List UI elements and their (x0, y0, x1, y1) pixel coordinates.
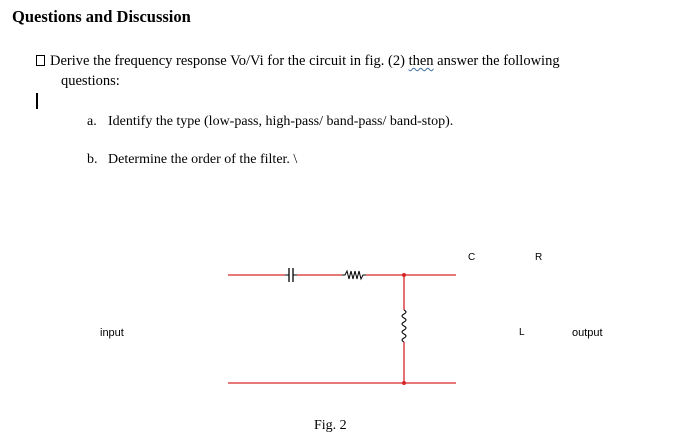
list-item-marker: b. (87, 152, 98, 167)
question-text-part: answer the following (433, 53, 560, 69)
junction-node-bottom (402, 381, 406, 385)
resistor-symbol (342, 271, 366, 279)
section-heading: Questions and Discussion (12, 7, 191, 26)
output-label: output (572, 327, 603, 339)
question-text-part: Derive the frequency response Vo/Vi for the circuit in fig. (2) (50, 53, 409, 69)
spellcheck-flagged-word: then (408, 53, 434, 69)
inductor-symbol (402, 310, 406, 342)
capacitor-symbol (285, 268, 297, 282)
resistor-label: R (535, 252, 543, 263)
list-item: Determine the order of the filter. \ (108, 152, 298, 167)
list-item-marker: a. (87, 114, 97, 129)
input-label: input (100, 327, 124, 339)
question-text-line2: questions: (61, 73, 120, 89)
capacitor-label: C (468, 252, 476, 263)
list-item: Identify the type (low-pass, high-pass/ band-pass/ band-stop). (108, 114, 454, 129)
inductor-label: L (519, 327, 525, 338)
figure-caption: Fig. 2 (314, 418, 347, 433)
